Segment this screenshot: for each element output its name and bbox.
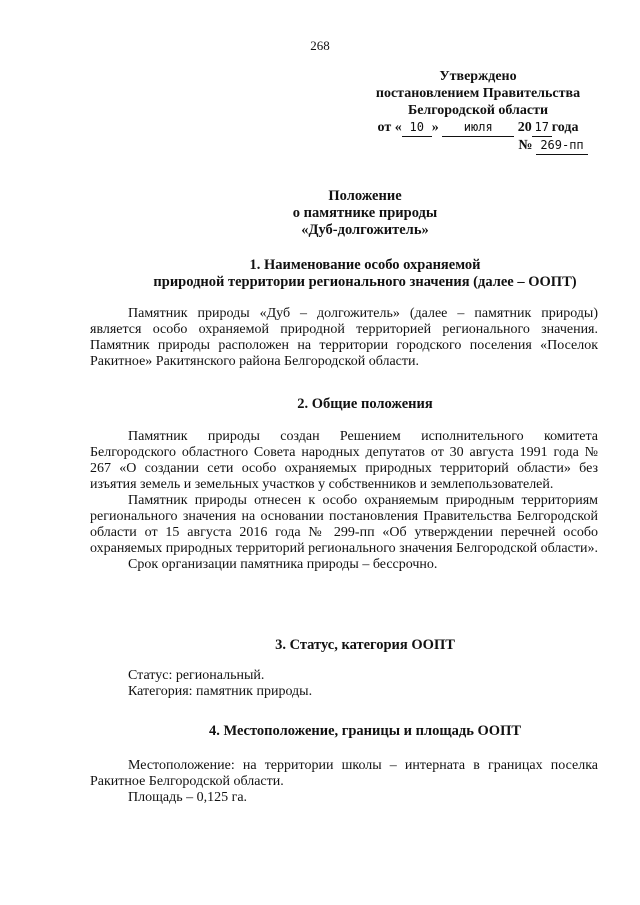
section-3-paragraph-1: Статус: региональный. [128, 668, 265, 683]
date-year-word: года [551, 120, 579, 135]
date-from-label: от [377, 120, 392, 135]
section-4-paragraph-2: Площадь – 0,125 га. [128, 790, 248, 805]
date-quote-close: » [431, 120, 439, 135]
title-line-2: о памятнике природы [292, 205, 438, 221]
section-1-paragraph-1: Памятник природы «Дуб – долгожитель» (далее – памятник природы) является особо охраняемой природной территорией регионального значения. Памятник природы расположен на территории городского поселения «Поселок Ракитное» Ракитянского района Белгородской области. [90, 306, 598, 369]
section-2-paragraph-3: Срок организации памятника природы – бессрочно. [128, 557, 438, 572]
section-3-body [90, 668, 598, 700]
section-2-paragraph-2: Памятник природы отнесен к особо охраняемым природным территориям регионального значения на основании постановления Правительства Белгородской области от 15 августа 2016 года № 299-пп «Об утверждении перечней особо охраняемых природных территорий регионального значения Белгородской области». [90, 493, 598, 556]
date-day: 10 [402, 119, 432, 137]
approval-date [358, 119, 598, 137]
section-4-paragraph-1: Местоположение: на территории школы – интерната в границах поселка Ракитное Белгородской области. [90, 758, 598, 789]
section-1-heading [60, 257, 640, 291]
approval-block [358, 68, 598, 155]
date-quote-open: « [394, 120, 402, 135]
title-line-1: Положение [328, 188, 402, 204]
page-number: 268 [310, 38, 330, 53]
document-title [60, 188, 640, 239]
section-2-heading: 2. Общие положения [297, 396, 433, 412]
number-sign: № [518, 138, 533, 153]
section-1-heading-line-2: природной территории регионального значения (далее – ООПТ) [153, 274, 577, 290]
section-3-paragraph-2: Категория: памятник природы. [128, 684, 313, 699]
title-line-3: «Дуб-долгожитель» [301, 222, 429, 238]
section-4-body [90, 758, 598, 806]
date-year-suffix: 17 [532, 119, 552, 137]
date-year-prefix: 20 [517, 120, 532, 135]
section-1-heading-line-1: 1. Наименование особо охраняемой [249, 257, 481, 273]
section-3-heading: 3. Статус, категория ООПТ [275, 637, 455, 653]
approval-line-2: постановлением Правительства [375, 86, 581, 101]
section-1-body [90, 306, 598, 370]
section-2-paragraph-1: Памятник природы создан Решением исполнительного комитета Белгородского областного Совета народных депутатов от 30 августа 1991 года № 267 «О создании сети особо охраняемых природных территорий области» без изъятия земель и земельных участков у собственников и землепользователей. [90, 429, 598, 492]
section-2-body [90, 429, 598, 573]
section-4-heading: 4. Местоположение, границы и площадь ООПТ [208, 723, 522, 739]
date-month: июля [442, 119, 514, 137]
approval-line-1: Утверждено [439, 69, 517, 84]
approval-line-3: Белгородской области [407, 103, 549, 118]
document-number: 269-пп [536, 137, 588, 155]
approval-number [358, 137, 598, 155]
